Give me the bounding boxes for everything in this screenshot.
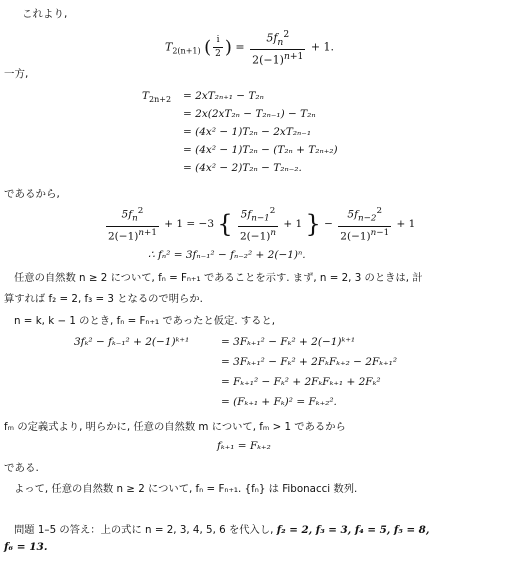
dearukara-text: であるから, <box>4 188 60 200</box>
paragraph-1: 任意の自然数 n ≥ 2 について, fₙ = Fₙ₊₁ であることを示す. まず, n = 2, 3 のときは, 計 <box>14 272 423 284</box>
paragraph-4: よって, 任意の自然数 n ≥ 2 について, fₙ = Fₙ₊₁. {fₙ} は Fibonacci 数列. <box>14 483 358 495</box>
equation-2-row: = 2xT₂ₙ₊₁ − T₂ₙ <box>183 90 264 102</box>
equation-3a: $\frac{5f_n^2}{2(-1)^{n+1}}$ + 1 = −3 { $\frac{5f_{n-1}^2}{2(-1)^n}$ + 1 } − $\frac{5f_{n-2}^2}{2(-1)^{n-1}}$ + 1 <box>108 206 416 243</box>
paragraph-5b-bold: f₆ = 13. <box>4 541 48 553</box>
paragraph-3: fₘ の定義式より, 明らかに, 任意の自然数 m について, fₘ > 1 であるから <box>4 421 346 433</box>
equation-2-lhs: $T_{2n+2}$ <box>142 90 172 105</box>
equation-5: fₖ₊₁ = Fₖ₊₂ <box>217 440 271 452</box>
kata-text: 一方, <box>4 68 29 80</box>
equation-2-row: = 2x(2xT₂ₙ − T₂ₙ₋₁) − T₂ₙ <box>183 108 316 120</box>
equation-2-row: = (4x² − 2)T₂ₙ − T₂ₙ₋₂. <box>183 162 302 174</box>
paragraph-5-text: 問題 1–5 の答え：上の式に n = 2, 3, 4, 5, 6 を代入し, <box>14 524 274 536</box>
dearu-text: である. <box>4 462 39 474</box>
equation-4-row: = 3Fₖ₊₁² − Fₖ² + 2FₖFₖ₊₂ − 2Fₖ₊₁² <box>221 356 398 368</box>
equation-3b: ∴ fₙ² = 3fₙ₋₁² − fₙ₋₂² + 2(−1)ⁿ. <box>148 249 306 261</box>
paragraph-1b: 算すれば f₂ = 2, f₃ = 3 となるので明らか. <box>4 293 203 305</box>
equation-2-row: = (4x² − 1)T₂ₙ − (T₂ₙ + T₂ₙ₊₂) <box>183 144 338 156</box>
equation-1: $T_{2(n+1)}$ ( $\frac{i}{2}$ ) = $\frac{5f_n^2}{2(-1)^{n+1}}$ + 1. <box>165 29 335 67</box>
paragraph-5 <box>14 521 429 536</box>
equation-4-row: = Fₖ₊₁² − Fₖ² + 2FₖFₖ₊₁ + 2Fₖ² <box>221 376 381 388</box>
equation-4-row: = (Fₖ₊₁ + Fₖ)² = Fₖ₊₂². <box>221 396 337 408</box>
equation-4-lhs: 3fₖ² − fₖ₋₁² + 2(−1)ᵏ⁺¹ <box>74 336 190 348</box>
paragraph-5-bold: f₂ = 2, f₃ = 3, f₄ = 5, f₅ = 8, <box>276 524 430 536</box>
equation-2-row: = (4x² − 1)T₂ₙ − 2xT₂ₙ₋₁ <box>183 126 312 138</box>
intro-text: これより, <box>22 8 68 20</box>
equation-4-row: = 3Fₖ₊₁² − Fₖ² + 2(−1)ᵏ⁺¹ <box>221 336 356 348</box>
paragraph-2: n = k, k − 1 のとき, fₙ = Fₙ₊₁ であったと仮定. すると, <box>14 315 276 327</box>
